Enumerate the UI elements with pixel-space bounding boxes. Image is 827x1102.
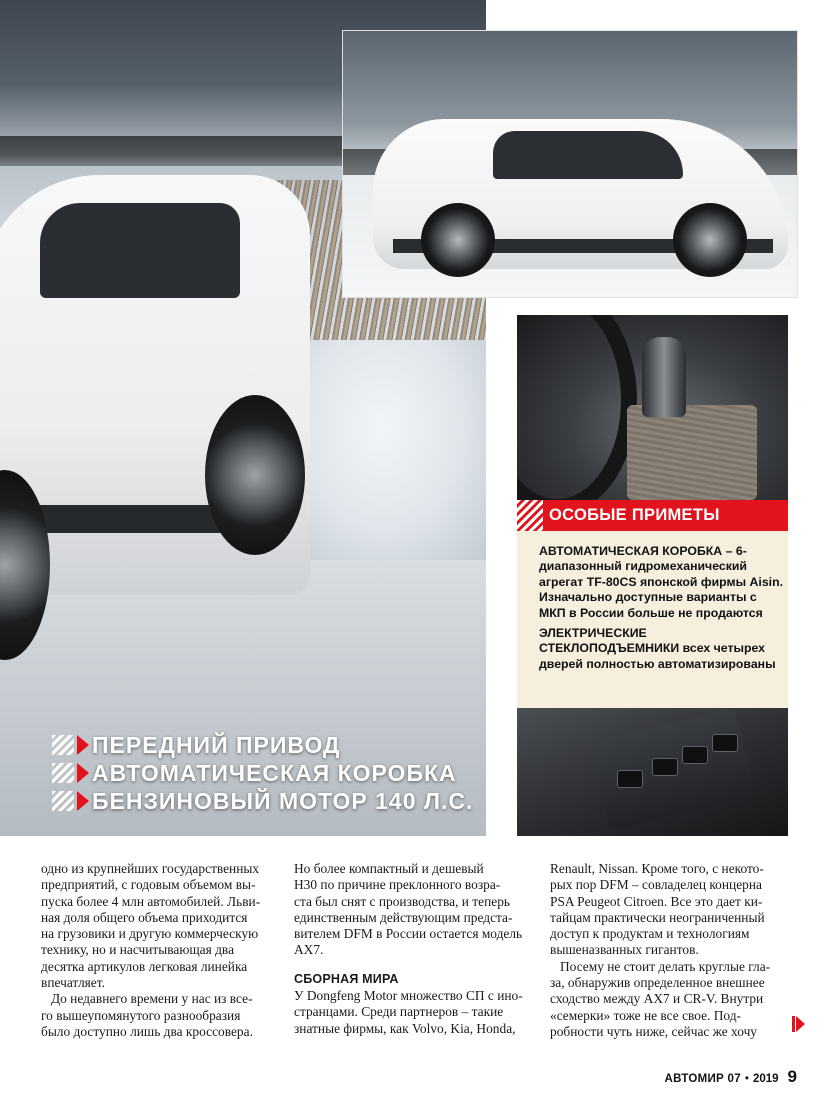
arrow-right-icon: [77, 735, 89, 755]
text-line: одно из крупнейших государственных: [41, 861, 260, 876]
stripes-icon: [52, 735, 74, 755]
stripes-icon: [52, 791, 74, 811]
stripes-icon: [52, 763, 74, 783]
window-switches-photo: [517, 708, 788, 836]
spec-heading: ЭЛЕКТРИЧЕСКИЕ СТЕКЛОПОДЪЕМНИКИ: [539, 626, 680, 656]
feature-item: [52, 759, 473, 787]
text-line: робности чуть ниже, сейчас же хочу: [550, 1023, 758, 1039]
text-line: «семерки» тоже не все свое. Под-: [550, 1007, 741, 1023]
text-line: вителем DFM в России остается модель: [294, 926, 523, 942]
spec-heading: АВТОМАТИЧЕСКАЯ КОРОБКА –: [539, 544, 733, 558]
article-column-1: [41, 861, 269, 1040]
magazine-name: АВТОМИР 07: [664, 1073, 741, 1085]
text-line: У Dongfeng Motor множество СП с ино-: [294, 988, 523, 1004]
article-column-2: [294, 861, 530, 1037]
text-line: Renault, Nissan. Кроме того, с некото-: [550, 861, 764, 876]
text-line: го вышеупомянутого разнообразия: [41, 1007, 241, 1023]
suv-side-photo: [342, 30, 798, 298]
page-footer: [665, 1067, 797, 1087]
text-line: ста был снят с производства, и теперь: [294, 893, 511, 909]
section-subheading: СБОРНАЯ МИРА: [294, 971, 399, 986]
separator: •: [744, 1073, 749, 1085]
stripes-icon: [517, 500, 543, 531]
sidebar-header: [517, 500, 788, 531]
feature-text: БЕНЗИНОВЫЙ МОТОР 140 Л.С.: [92, 787, 474, 814]
article-column-3: [550, 861, 783, 1040]
text-line: рых пор DFM – совладелец концерна: [550, 877, 762, 893]
spec-text: 6-диапазонный гидромеханический агрегат TF-80CS японской фирмы Aisin. Изначально доступные варианты с МКП в России больше не продаются: [539, 544, 784, 620]
text-line: Но более компактный и дешевый: [294, 861, 484, 876]
feature-item: [52, 787, 473, 815]
text-line: за, обнаружив определенное внешнее: [550, 975, 765, 991]
text-line: было доступно лишь два кроссовера.: [41, 1023, 253, 1039]
spec-text: всех четырех дверей полностью автоматизированы: [539, 641, 776, 671]
text-line: доступ к продуктам и технологиям: [550, 926, 750, 942]
text-line: Посему не стоит делать круглые гла-: [560, 958, 771, 974]
gear-selector-photo: [517, 315, 788, 500]
text-line: знатные фирмы, как Volvo, Kia, Honda,: [294, 1020, 516, 1036]
text-line: H30 по причине преклонного возра-: [294, 877, 501, 893]
arrow-right-icon: [77, 791, 89, 811]
text-line: ная доля общего объема приходится: [41, 909, 248, 925]
feature-list: [52, 731, 473, 815]
text-line: единственным действующим предста-: [294, 909, 513, 925]
text-line: предприятий, с годовым объемом вы-: [41, 877, 256, 893]
text-line: десятка артикулов легковая линейка: [41, 958, 248, 974]
text-line: PSA Peugeot Citroen. Все это дает ки-: [550, 893, 763, 909]
text-line: AX7.: [294, 942, 324, 958]
text-line: странцами. Среди партнеров – такие: [294, 1004, 504, 1020]
text-line: сходство между AX7 и CR-V. Внутри: [550, 991, 764, 1007]
issue-year: 2019: [752, 1073, 779, 1085]
text-line: пуска более 4 млн автомобилей. Льви-: [41, 893, 261, 909]
feature-item: [52, 731, 473, 759]
feature-text: ПЕРЕДНИЙ ПРИВОД: [92, 731, 341, 758]
text-line: До недавнего времени у нас из все-: [51, 991, 253, 1007]
sidebar-body: [539, 544, 784, 677]
page-number: 9: [787, 1067, 797, 1086]
text-line: впечатляет.: [41, 975, 105, 991]
specs-sidebar: [517, 500, 788, 708]
sidebar-title: ОСОБЫЕ ПРИМЕТЫ: [549, 506, 720, 524]
continue-arrow-icon: [792, 1016, 805, 1032]
feature-text: АВТОМАТИЧЕСКАЯ КОРОБКА: [92, 759, 457, 786]
text-line: технику, но и насчитывающая два: [41, 942, 235, 958]
text-line: на грузовики и другую коммерческую: [41, 926, 259, 942]
text-line: вышеназванных гигантов.: [550, 942, 699, 958]
arrow-right-icon: [77, 763, 89, 783]
text-line: тайцам практически неограниченный: [550, 909, 765, 925]
